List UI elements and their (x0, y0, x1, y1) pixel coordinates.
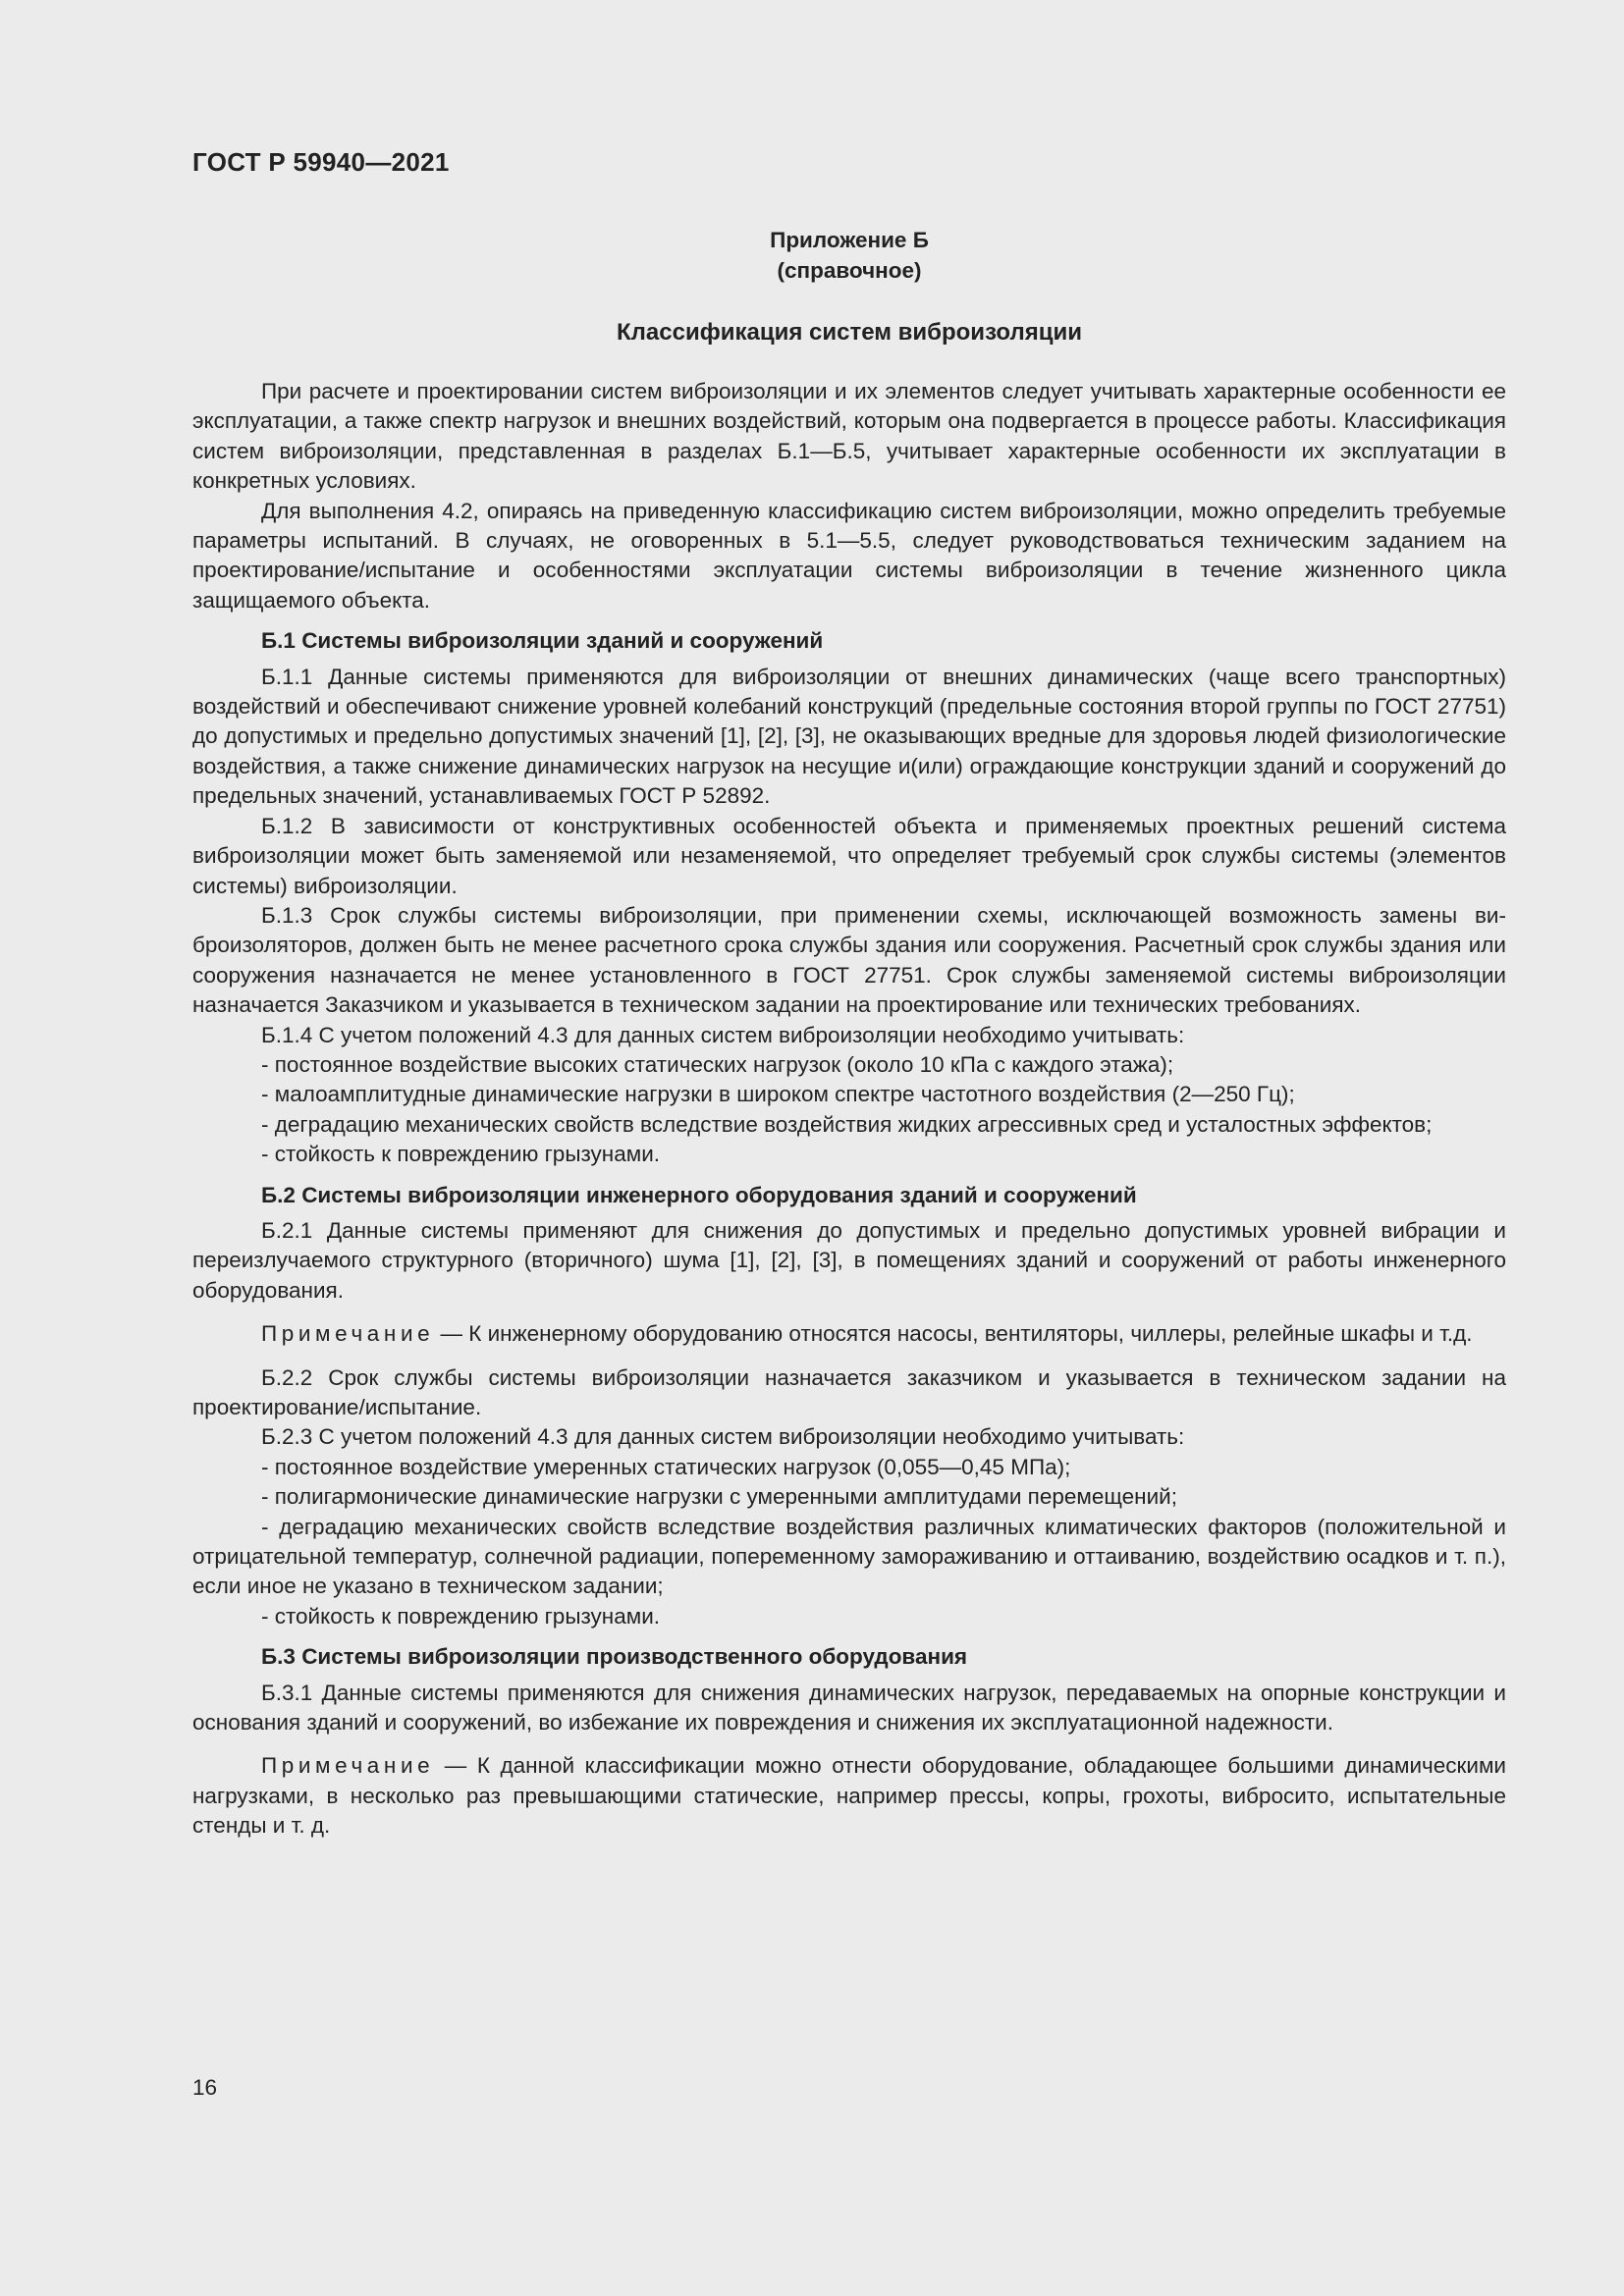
clause-b2-3: Б.2.3 С учетом положений 4.3 для данных систем виброизоляции необходимо учитывать: (261, 1424, 1185, 1450)
clause-b1-2: Б.1.2 В зависимости от конструктивных особенностей объекта и применяемых проектных решений система виброизоляции может быть заменяемой или незаменяемой, что определяет требуемый срок службы системы (элементов системы) виброизоляции. (192, 813, 1506, 898)
document-code: ГОСТ Р 59940—2021 (192, 147, 450, 177)
intro-paragraph: Для выполнения 4.2, опираясь на приведенную классификацию систем виброизоляции, можно определить требуемые параметры испытаний. В случаях, не оговоренных в 5.1—5.5, следует руководствоваться техническим заданием на проектирование/испытание и особенностями эксплуатации системы виброизоляции в течение жизненного цикла защищаемого объекта. (192, 498, 1506, 613)
list-item: - постоянное воздействие умеренных статических нагрузок (0,055—0,45 МПа); (261, 1454, 1071, 1479)
list-item: - стойкость к повреждению грызунами. (261, 1603, 661, 1629)
clause-b2-2: Б.2.2 Срок службы системы виброизоляции назначается заказчиком и указывается в техническом задании на проектирование/испытание. (192, 1364, 1506, 1419)
section-heading-b1: Б.1 Системы виброизоляции зданий и сооружений (261, 628, 824, 654)
note-paragraph (192, 1319, 1506, 1349)
page-number: 16 (192, 2075, 218, 2100)
list-item: - полигармонические динамические нагрузки с умеренными амплитудами перемещений; (261, 1484, 1177, 1510)
clause-b1-1: Б.1.1 Данные системы применяются для виброизоляции от внешних динамических (чаще всего транспортных) воздействий и обеспечивают снижение уровней колебаний конструкций (предельные состояния второй группы по ГОСТ 27751) до допустимых и предельно допустимых значений [1], [2], [3], не оказывающих вредные для здоровья людей физиологические воздействия, а также снижение динамических нагрузок на несущие и(или) ограждающие конструкции зданий и сооружений до предельных значений, устанавливаемых ГОСТ Р 52892. (192, 664, 1506, 809)
intro-paragraph: При расчете и проектировании систем виброизоляции и их элементов следует учитывать характерные особенности ее эксплуатации, а также спектр нагрузок и внешних воздействий, которым она подвергается в процессе работы. Классификация систем виброизоляции, представленная в разделах Б.1—Б.5, учитывает характерные особенности их эксплуатации в конкретных условиях. (192, 379, 1506, 494)
list-item: - деградацию механических свойств вследствие воздействия различных климатических факторов (положительной и отрицательной температур, солнечной радиации, попеременному замораживанию и оттаиванию, воздействию осадков и т. п.), если иное не указано в техническом задании; (192, 1514, 1506, 1599)
appendix-label: Приложение Б (770, 228, 929, 252)
note-label: Примечание (261, 1321, 435, 1347)
clause-b1-3: Б.1.3 Срок службы системы виброизоляции, при применении схемы, исключающей возможность замены виброизоляторов, должен быть не менее расчетного срока службы здания или сооружения. Расчетный срок службы здания или сооружения назначается не менее установленного в ГОСТ 27751. Срок службы заменяемой системы виброизоляции назначается Заказчиком и указывается в техническом задании на проектирование или технических требованиях. (192, 902, 1506, 1018)
note-text: — К инженерному оборудованию относятся насосы, вентиляторы, чиллеры, релейные шкафы и т.д. (434, 1321, 1473, 1347)
section-heading-b2: Б.2 Системы виброизоляции инженерного оборудования зданий и сооружений (261, 1182, 1137, 1207)
appendix-type: (справочное) (777, 258, 922, 283)
note-label: Примечание (261, 1753, 435, 1779)
section-heading-b3: Б.3 Системы виброизоляции производственного оборудования (261, 1644, 968, 1670)
clause-b3-1: Б.3.1 Данные системы применяются для снижения динамических нагрузок, передаваемых на опорные конструкции и основания зданий и сооружений, во избежание их повреждения и снижения их эксплуатационной надежности. (192, 1680, 1506, 1735)
document-body (192, 377, 1506, 1855)
list-item: - деградацию механических свойств вследствие воздействия жидких агрессивных сред и усталостных эффектов; (261, 1111, 1433, 1137)
note-text: — К данной классификации можно отнести оборудование, обладающее большими динамическими нагрузками, в несколько раз превышающими статические, например прессы, копры, грохоты, вибросито, испытательные стенды и т. д. (192, 1753, 1506, 1839)
clause-b1-4: Б.1.4 С учетом положений 4.3 для данных систем виброизоляции необходимо учитывать: (261, 1022, 1185, 1047)
list-item: - малоамплитудные динамические нагрузки в широком спектре частотного воздействия (2—250 Гц); (261, 1082, 1295, 1107)
list-item: - стойкость к повреждению грызунами. (261, 1142, 661, 1167)
clause-b2-1: Б.2.1 Данные системы применяют для снижения до допустимых и предельно допустимых уровней вибрации и переизлучаемого структурного (вторичного) шума [1], [2], [3], в помещениях зданий и сооружений от работы инженерного оборудования. (192, 1217, 1506, 1303)
appendix-title: Классификация систем виброизоляции (617, 319, 1082, 346)
list-item: - постоянное воздействие высоких статических нагрузок (около 10 кПа с каждого этажа); (261, 1051, 1174, 1077)
note-paragraph (192, 1751, 1506, 1841)
